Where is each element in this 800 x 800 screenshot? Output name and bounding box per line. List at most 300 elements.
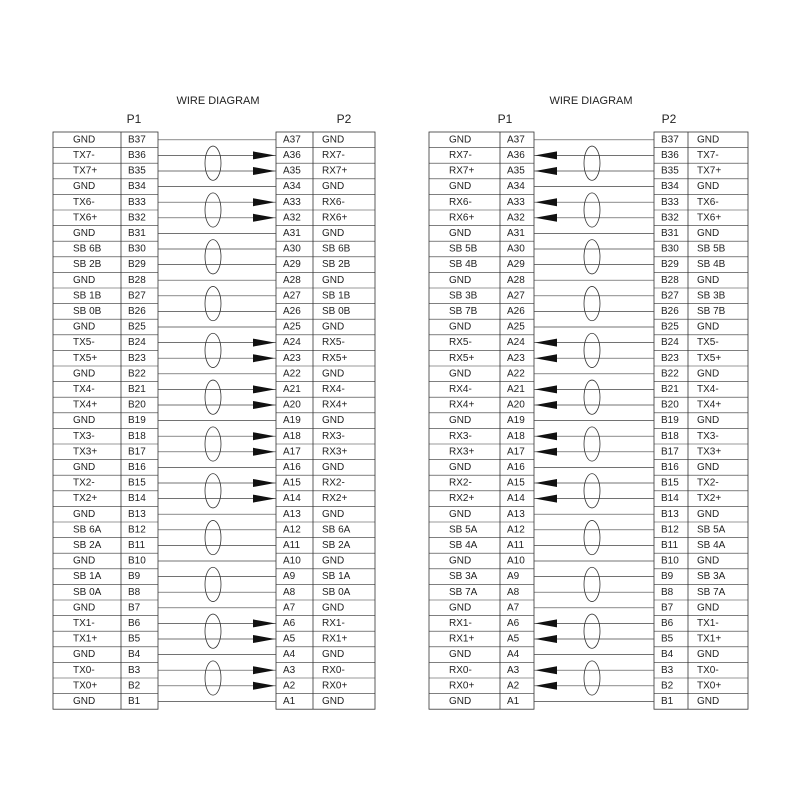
p2-signal-name: SB 3B xyxy=(697,290,726,302)
twisted-pair-icon xyxy=(584,614,600,648)
table-row xyxy=(429,413,748,426)
p2-pin-number: B34 xyxy=(661,181,679,193)
p2-signal-name: SB 4A xyxy=(697,540,726,552)
arrow-right-icon xyxy=(253,682,275,690)
table-row xyxy=(53,304,375,317)
p1-signal-name: TX2+ xyxy=(73,493,98,505)
twisted-pair-icon xyxy=(205,193,221,227)
p1-pin-number: A6 xyxy=(507,618,520,630)
p1-signal-name: RX0+ xyxy=(449,680,475,692)
p1-signal-name: RX6- xyxy=(449,196,472,208)
p2-signal-name: TX0- xyxy=(697,664,719,676)
twisted-pair-icon xyxy=(584,240,600,274)
p1-pin-number: B18 xyxy=(128,430,146,442)
twisted-pair-icon xyxy=(205,146,221,180)
p2-pin-number: A28 xyxy=(283,274,301,286)
p1-pin-number: B10 xyxy=(128,555,146,567)
p2-signal-name: RX3- xyxy=(322,430,345,442)
p2-signal-name: SB 7A xyxy=(697,586,726,598)
p1-signal-name: GND xyxy=(449,602,472,614)
p2-pin-number: A4 xyxy=(283,649,296,661)
arrow-right-icon xyxy=(253,385,275,393)
arrow-right-icon xyxy=(253,479,275,487)
p2-pin-number: B26 xyxy=(661,306,679,318)
arrow-left-icon xyxy=(535,448,557,456)
twisted-pair-icon xyxy=(584,661,600,695)
p2-signal-name: GND xyxy=(322,274,345,286)
p1-signal-name: RX7- xyxy=(449,150,472,162)
p1-signal-name: SB 6A xyxy=(73,524,102,536)
p2-signal-name: GND xyxy=(697,228,720,240)
table-row xyxy=(429,272,748,285)
arrow-left-icon xyxy=(535,339,557,347)
p1-pin-number: A21 xyxy=(507,384,525,396)
p1-signal-name: GND xyxy=(73,228,96,240)
table-row xyxy=(53,397,375,410)
p2-label: P2 xyxy=(336,112,352,127)
twisted-pair-icon xyxy=(584,474,600,508)
p1-signal-name: GND xyxy=(73,555,96,567)
p1-signal-name: RX1- xyxy=(449,618,472,630)
table-row xyxy=(429,553,748,566)
p1-signal-name: TX0+ xyxy=(73,680,98,692)
p1-signal-name: RX7+ xyxy=(449,165,475,177)
table-row xyxy=(429,647,748,660)
table-row xyxy=(429,226,748,239)
p1-pin-number: B16 xyxy=(128,462,146,474)
p1-pin-number: B4 xyxy=(128,649,141,661)
table-row xyxy=(53,460,375,473)
twisted-pair-icon xyxy=(205,520,221,554)
p2-signal-name: TX5+ xyxy=(697,352,722,364)
p1-signal-name: GND xyxy=(449,274,472,286)
arrow-left-icon xyxy=(535,495,557,503)
p1-pin-number: A25 xyxy=(507,321,525,333)
p2-pin-number: A8 xyxy=(283,586,296,598)
p2-signal-name: RX0- xyxy=(322,664,345,676)
p1-signal-name: RX4- xyxy=(449,384,472,396)
p1-signal-name: TX4- xyxy=(73,384,95,396)
p1-pin-number: B23 xyxy=(128,352,146,364)
p2-pin-number: B22 xyxy=(661,368,679,380)
arrow-left-icon xyxy=(535,151,557,159)
p2-signal-name: TX5- xyxy=(697,337,719,349)
p1-signal-name: GND xyxy=(449,321,472,333)
arrow-left-icon xyxy=(535,401,557,409)
p1-signal-name: SB 0B xyxy=(73,306,102,318)
p2-signal-name: TX6+ xyxy=(697,212,722,224)
p2-signal-name: TX0+ xyxy=(697,680,722,692)
twisted-pair-icon xyxy=(584,380,600,414)
p2-signal-name: GND xyxy=(322,134,345,146)
table-row xyxy=(53,257,375,270)
p1-signal-name: TX0- xyxy=(73,664,95,676)
p1-pin-number: B2 xyxy=(128,680,141,692)
p2-pin-number: A22 xyxy=(283,368,301,380)
p2-signal-name: GND xyxy=(322,228,345,240)
p2-signal-name: TX4+ xyxy=(697,399,722,411)
p1-pin-number: A27 xyxy=(507,290,525,302)
table-row xyxy=(53,272,375,285)
table-row xyxy=(449,134,719,145)
table-row xyxy=(53,553,375,566)
p1-pin-number: A20 xyxy=(507,399,525,411)
twisted-pair-icon xyxy=(205,240,221,274)
p1-signal-name: SB 3B xyxy=(449,290,478,302)
table-row xyxy=(53,163,375,176)
p2-signal-name: GND xyxy=(697,321,720,333)
table-row xyxy=(53,491,375,504)
table-row xyxy=(429,366,748,379)
p2-pin-number: A6 xyxy=(283,618,296,630)
p1-signal-name: TX6- xyxy=(73,196,95,208)
p2-pin-number: B13 xyxy=(661,508,679,520)
p1-signal-name: TX5- xyxy=(73,337,95,349)
p1-signal-name: TX3- xyxy=(73,430,95,442)
p2-pin-number: B32 xyxy=(661,212,679,224)
p2-signal-name: GND xyxy=(697,415,720,427)
p1-signal-name: RX2+ xyxy=(449,493,475,505)
p1-pin-number: A10 xyxy=(507,555,525,567)
p1-signal-name: GND xyxy=(449,368,472,380)
table-row xyxy=(53,179,375,192)
p2-pin-number: A14 xyxy=(283,493,301,505)
arrow-right-icon xyxy=(253,635,275,643)
p2-pin-number: B20 xyxy=(661,399,679,411)
p2-pin-number: A5 xyxy=(283,633,296,645)
p1-pin-number: B6 xyxy=(128,618,141,630)
p1-pin-number: B26 xyxy=(128,306,146,318)
p1-pin-number: A18 xyxy=(507,430,525,442)
p1-pin-number: A4 xyxy=(507,649,520,661)
p1-pin-number: A13 xyxy=(507,508,525,520)
p1-signal-name: GND xyxy=(73,368,96,380)
p2-pin-number: B31 xyxy=(661,228,679,240)
p1-pin-number: B12 xyxy=(128,524,146,536)
p1-pin-number: A31 xyxy=(507,228,525,240)
table-row xyxy=(429,397,748,410)
table-row xyxy=(53,444,375,457)
p2-pin-number: B37 xyxy=(661,134,679,146)
p2-signal-name: TX1+ xyxy=(697,633,722,645)
arrow-right-icon xyxy=(253,339,275,347)
p2-pin-number: A13 xyxy=(283,508,301,520)
p2-pin-number: A1 xyxy=(283,696,296,708)
table-row xyxy=(53,506,375,519)
table-row xyxy=(53,600,375,613)
p1-pin-number: B22 xyxy=(128,368,146,380)
p1-signal-name: SB 7B xyxy=(449,306,478,318)
table-row xyxy=(429,460,748,473)
p2-pin-number: A34 xyxy=(283,181,301,193)
p2-pin-number: A26 xyxy=(283,306,301,318)
table-row xyxy=(429,538,748,551)
p2-signal-name: TX7- xyxy=(697,150,719,162)
arrow-left-icon xyxy=(535,198,557,206)
right-diagram xyxy=(429,95,748,709)
left-diagram xyxy=(53,95,375,709)
p2-signal-name: GND xyxy=(697,181,720,193)
p1-pin-number: A26 xyxy=(507,306,525,318)
table-row xyxy=(53,413,375,426)
p2-signal-name: SB 7B xyxy=(697,306,726,318)
p2-signal-name: RX4- xyxy=(322,384,345,396)
p1-signal-name: SB 1A xyxy=(73,571,102,583)
p2-signal-name: GND xyxy=(697,274,720,286)
p1-pin-number: A30 xyxy=(507,243,525,255)
table-row xyxy=(53,584,375,597)
arrow-right-icon xyxy=(253,495,275,503)
p1-signal-name: GND xyxy=(449,228,472,240)
p1-pin-number: B9 xyxy=(128,571,141,583)
arrow-right-icon xyxy=(253,666,275,674)
p2-signal-name: SB 5A xyxy=(697,524,726,536)
p1-pin-number: A32 xyxy=(507,212,525,224)
twisted-pair-icon xyxy=(205,474,221,508)
p2-pin-number: A37 xyxy=(283,134,301,146)
p2-signal-name: RX2+ xyxy=(322,493,348,505)
p1-signal-name: GND xyxy=(73,321,96,333)
p2-signal-name: GND xyxy=(697,555,720,567)
p2-signal-name: SB 4B xyxy=(697,259,726,271)
p1-pin-number: B25 xyxy=(128,321,146,333)
arrow-right-icon xyxy=(253,432,275,440)
p1-pin-number: A15 xyxy=(507,477,525,489)
arrow-right-icon xyxy=(253,214,275,222)
p1-label: P1 xyxy=(126,112,142,127)
p2-pin-number: A25 xyxy=(283,321,301,333)
p2-pin-number: A9 xyxy=(283,571,296,583)
p2-pin-number: B30 xyxy=(661,243,679,255)
p2-signal-name: SB 6B xyxy=(322,243,351,255)
p1-pin-number: A28 xyxy=(507,274,525,286)
p1-pin-number: A34 xyxy=(507,181,525,193)
p2-signal-name: GND xyxy=(322,181,345,193)
twisted-pair-icon xyxy=(205,333,221,367)
arrow-right-icon xyxy=(253,198,275,206)
arrow-left-icon xyxy=(535,214,557,222)
arrow-right-icon xyxy=(253,448,275,456)
p1-pin-number: A14 xyxy=(507,493,525,505)
p2-pin-number: B17 xyxy=(661,446,679,458)
p2-pin-number: A10 xyxy=(283,555,301,567)
p1-signal-name: RX3- xyxy=(449,430,472,442)
table-row xyxy=(429,506,748,519)
p2-pin-number: A35 xyxy=(283,165,301,177)
p2-signal-name: RX1+ xyxy=(322,633,348,645)
arrow-right-icon xyxy=(253,619,275,627)
p2-signal-name: SB 2B xyxy=(322,259,351,271)
p2-pin-number: A7 xyxy=(283,602,296,614)
p1-signal-name: GND xyxy=(73,462,96,474)
twisted-pair-icon xyxy=(205,567,221,601)
p1-pin-number: B32 xyxy=(128,212,146,224)
p2-pin-number: B16 xyxy=(661,462,679,474)
table-row xyxy=(53,210,375,223)
p1-signal-name: GND xyxy=(449,555,472,567)
p1-signal-name: RX5- xyxy=(449,337,472,349)
p2-pin-number: B12 xyxy=(661,524,679,536)
p1-signal-name: GND xyxy=(73,508,96,520)
p2-signal-name: GND xyxy=(322,555,345,567)
p1-signal-name: SB 5B xyxy=(449,243,478,255)
p1-signal-name: SB 3A xyxy=(449,571,478,583)
p2-pin-number: A33 xyxy=(283,196,301,208)
p2-pin-number: B21 xyxy=(661,384,679,396)
p2-pin-number: B3 xyxy=(661,664,674,676)
p1-pin-number: A35 xyxy=(507,165,525,177)
p2-pin-number: A17 xyxy=(283,446,301,458)
p2-pin-number: A11 xyxy=(283,540,301,552)
p1-signal-name: RX3+ xyxy=(449,446,475,458)
p2-signal-name: TX6- xyxy=(697,196,719,208)
p2-signal-name: RX5- xyxy=(322,337,345,349)
twisted-pair-icon xyxy=(205,286,221,320)
p2-pin-number: A27 xyxy=(283,290,301,302)
p1-signal-name: GND xyxy=(73,134,96,146)
p2-signal-name: SB 1A xyxy=(322,571,351,583)
p1-signal-name: TX7- xyxy=(73,150,95,162)
table-row xyxy=(429,491,748,504)
p2-signal-name: GND xyxy=(697,649,720,661)
p2-pin-number: B25 xyxy=(661,321,679,333)
p2-pin-number: A23 xyxy=(283,352,301,364)
p2-signal-name: SB 0B xyxy=(322,306,351,318)
p2-signal-name: GND xyxy=(322,602,345,614)
p1-pin-number: A22 xyxy=(507,368,525,380)
table-row xyxy=(429,210,748,223)
p1-signal-name: SB 2A xyxy=(73,540,102,552)
p2-pin-number: A18 xyxy=(283,430,301,442)
p1-pin-number: A3 xyxy=(507,664,520,676)
p1-signal-name: GND xyxy=(73,602,96,614)
p2-pin-number: B8 xyxy=(661,586,674,598)
p2-pin-number: A29 xyxy=(283,259,301,271)
arrow-left-icon xyxy=(535,479,557,487)
table-row xyxy=(53,694,375,707)
p1-pin-number: B28 xyxy=(128,274,146,286)
p1-pin-number: A1 xyxy=(507,696,520,708)
p2-signal-name: RX4+ xyxy=(322,399,348,411)
table-row xyxy=(429,631,748,644)
p2-signal-name: TX3+ xyxy=(697,446,722,458)
p2-pin-number: A31 xyxy=(283,228,301,240)
p2-signal-name: TX4- xyxy=(697,384,719,396)
arrow-right-icon xyxy=(253,167,275,175)
p1-signal-name: RX6+ xyxy=(449,212,475,224)
twisted-pair-icon xyxy=(584,520,600,554)
p1-signal-name: RX1+ xyxy=(449,633,475,645)
arrow-left-icon xyxy=(535,432,557,440)
p1-pin-number: A7 xyxy=(507,602,520,614)
p1-signal-name: SB 7A xyxy=(449,586,478,598)
p2-signal-name: SB 3A xyxy=(697,571,726,583)
p1-signal-name: GND xyxy=(449,462,472,474)
arrow-right-icon xyxy=(253,401,275,409)
p1-signal-name: SB 5A xyxy=(449,524,478,536)
p2-pin-number: A16 xyxy=(283,462,301,474)
arrow-left-icon xyxy=(535,682,557,690)
p1-signal-name: GND xyxy=(73,181,96,193)
table-row xyxy=(429,694,748,707)
p2-pin-number: B6 xyxy=(661,618,674,630)
twisted-pair-icon xyxy=(205,661,221,695)
table-row xyxy=(53,350,375,363)
p1-pin-number: B30 xyxy=(128,243,146,255)
p2-signal-name: RX6+ xyxy=(322,212,348,224)
p2-pin-number: B28 xyxy=(661,274,679,286)
table-row xyxy=(53,631,375,644)
twisted-pair-icon xyxy=(584,193,600,227)
table-row xyxy=(429,319,748,332)
p1-signal-name: SB 6B xyxy=(73,243,102,255)
table-row xyxy=(429,304,748,317)
p1-pin-number: A36 xyxy=(507,150,525,162)
p2-signal-name: GND xyxy=(322,462,345,474)
arrow-left-icon xyxy=(535,167,557,175)
p1-pin-number: B33 xyxy=(128,196,146,208)
p1-pin-number: B8 xyxy=(128,586,141,598)
p1-pin-number: B15 xyxy=(128,477,146,489)
twisted-pair-icon xyxy=(205,614,221,648)
p2-pin-number: B10 xyxy=(661,555,679,567)
table-row xyxy=(429,678,748,691)
p1-signal-name: TX5+ xyxy=(73,352,98,364)
p2-pin-number: A24 xyxy=(283,337,301,349)
p1-pin-number: B1 xyxy=(128,696,141,708)
p1-signal-name: RX0- xyxy=(449,664,472,676)
p1-pin-number: A19 xyxy=(507,415,525,427)
p1-pin-number: A2 xyxy=(507,680,520,692)
table-row xyxy=(429,600,748,613)
p2-pin-number: B27 xyxy=(661,290,679,302)
p1-signal-name: TX6+ xyxy=(73,212,98,224)
p1-pin-number: A5 xyxy=(507,633,520,645)
p1-signal-name: GND xyxy=(73,649,96,661)
table-row xyxy=(53,647,375,660)
p1-pin-number: A33 xyxy=(507,196,525,208)
p2-pin-number: A3 xyxy=(283,664,296,676)
p1-pin-number: B11 xyxy=(128,540,146,552)
p2-signal-name: RX5+ xyxy=(322,352,348,364)
p2-pin-number: B35 xyxy=(661,165,679,177)
p2-signal-name: TX2- xyxy=(697,477,719,489)
p2-signal-name: TX3- xyxy=(697,430,719,442)
p1-pin-number: B13 xyxy=(128,508,146,520)
p2-signal-name: GND xyxy=(697,508,720,520)
p1-pin-number: B35 xyxy=(128,165,146,177)
p2-signal-name: RX3+ xyxy=(322,446,348,458)
p1-signal-name: RX5+ xyxy=(449,352,475,364)
table-row xyxy=(429,584,748,597)
p2-signal-name: SB 5B xyxy=(697,243,726,255)
p2-signal-name: SB 1B xyxy=(322,290,351,302)
table-row xyxy=(429,179,748,192)
p1-pin-number: A24 xyxy=(507,337,525,349)
p2-signal-name: GND xyxy=(697,462,720,474)
p2-signal-name: RX2- xyxy=(322,477,345,489)
arrow-left-icon xyxy=(535,666,557,674)
p2-signal-name: GND xyxy=(322,321,345,333)
p2-signal-name: RX6- xyxy=(322,196,345,208)
table-row xyxy=(53,678,375,691)
p1-pin-number: A12 xyxy=(507,524,525,536)
table-row xyxy=(429,444,748,457)
p1-signal-name: TX7+ xyxy=(73,165,98,177)
p2-pin-number: B18 xyxy=(661,430,679,442)
p1-signal-name: TX1+ xyxy=(73,633,98,645)
p1-pin-number: B5 xyxy=(128,633,141,645)
